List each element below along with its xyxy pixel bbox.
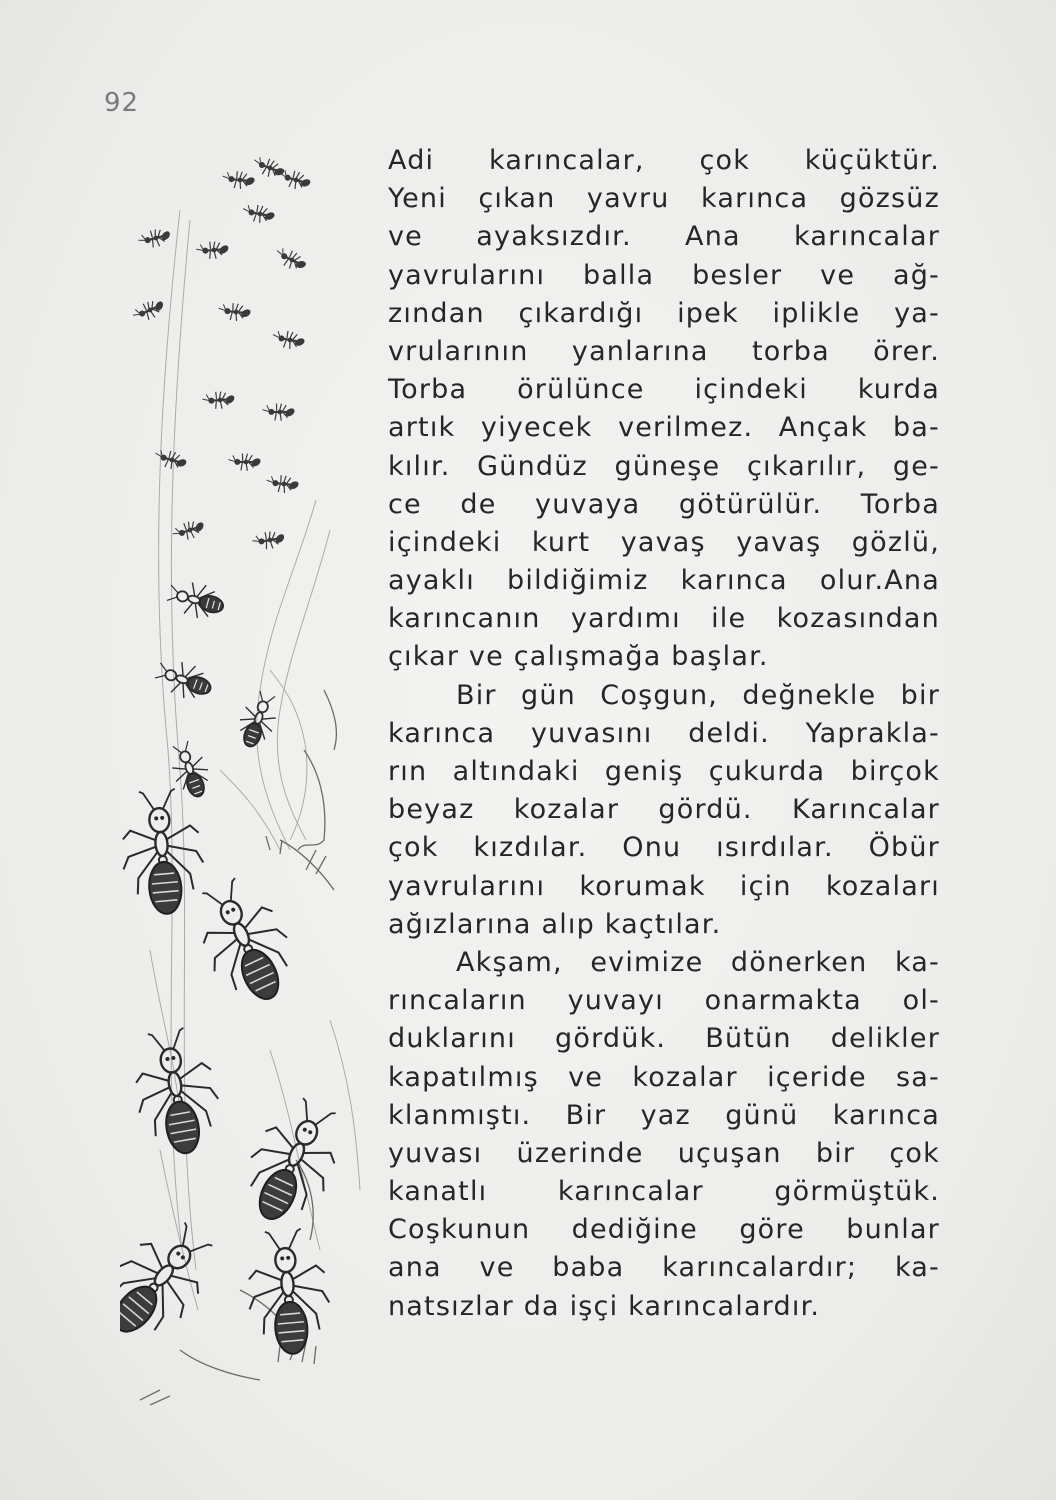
text-line: Yeni çıkan yavru karınca gözsüz — [388, 183, 940, 215]
text-line: Torba örülünce içindeki kurda — [388, 374, 940, 406]
page-number: 92 — [104, 88, 140, 118]
text-line: ağızlarına alıp kaçtılar. — [388, 908, 722, 940]
body-text — [388, 142, 940, 1326]
paragraph-aksam — [388, 944, 940, 1326]
text-line: içindeki kurt yavaş yavaş gözlü, — [388, 526, 940, 558]
text-line: yuvası üzerinde uçuşan bir çok — [388, 1137, 940, 1169]
paragraph-adi-karincalar — [388, 142, 940, 677]
text-line: karınca yuvasını deldi. Yaprakla- — [388, 717, 940, 749]
ant-trail-illustration — [120, 150, 380, 1410]
text-line: rın altındaki geniş çukurda birçok — [388, 756, 940, 787]
text-line: artık yiyecek verilmez. Ançak ba- — [388, 412, 940, 444]
text-line: çok kızdılar. Onu ısırdılar. Öbür — [388, 832, 940, 864]
text-line: yavrularını korumak için kozaları — [388, 870, 940, 902]
text-line: kapatılmış ve kozalar içeride sa- — [388, 1061, 940, 1093]
text-line: ce de yuvaya götürülür. Torba — [388, 488, 940, 520]
text-line: natsızlar da işçi karıncalardır. — [388, 1290, 821, 1322]
text-line: kılır. Gündüz güneşe çıkarılır, ge- — [388, 450, 940, 482]
text-line: Bir gün Coşgun, değnekle bir — [456, 679, 940, 711]
text-line: ana ve baba karıncalardır; ka- — [388, 1252, 940, 1284]
text-line: duklarını gördük. Bütün delikler — [388, 1023, 940, 1055]
text-line: klanmıştı. Bir yaz günü karınca — [388, 1099, 940, 1131]
paragraph-cosgun-deldi — [388, 677, 940, 944]
text-line: ayaklı bildiğimiz karınca olur.Ana — [388, 565, 940, 597]
text-line: Coşkunun dediğine göre bunlar — [388, 1214, 940, 1246]
text-line: kanatlı karıncalar görmüştük. — [388, 1176, 940, 1208]
text-line: vrularının yanlarına torba örer. — [388, 335, 940, 367]
text-line: rıncaların yuvayı onarmakta ol- — [388, 985, 940, 1017]
text-line: ve ayaksızdır. Ana karıncalar — [388, 221, 940, 253]
text-line: zından çıkardığı ipek iplikle ya- — [388, 297, 940, 329]
text-line: karıncanın yardımı ile kozasından — [388, 603, 940, 635]
text-line: Akşam, evimize dönerken ka- — [456, 946, 940, 978]
text-line: Adi karıncalar, çok küçüktür. — [388, 145, 940, 176]
text-line: yavrularını balla besler ve ağ- — [388, 259, 940, 291]
text-line: beyaz kozalar gördü. Karıncalar — [388, 794, 940, 826]
text-line: çıkar ve çalışmağa başlar. — [388, 641, 769, 673]
